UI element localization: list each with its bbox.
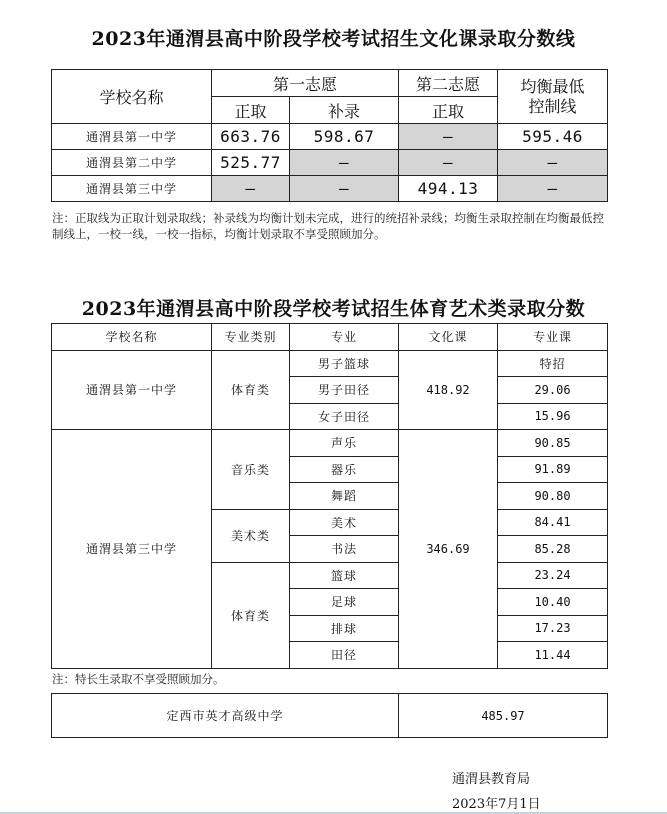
specialty-score: 85.28 xyxy=(498,536,608,563)
header-culture: 文化课 xyxy=(399,324,498,351)
culture-note: 注：正取线为正取计划录取线；补录线为均衡计划未完成，进行的统招补录线；均衡生录取控制在均衡最低控制线上，一校一线，一校一指标，均衡计划录取不享受照顾加分。 xyxy=(52,211,604,241)
school-name: 通渭县第二中学 xyxy=(52,150,212,176)
header-zhengqu: 正取 xyxy=(212,97,290,124)
table-row xyxy=(52,150,608,176)
category: 体育类 xyxy=(212,562,290,668)
major: 声乐 xyxy=(290,430,399,457)
table-row xyxy=(52,350,608,377)
culture-score: 346.69 xyxy=(399,430,498,669)
second-choice-score: — xyxy=(399,124,498,150)
balance-score: — xyxy=(498,150,608,176)
second-choice-score: — xyxy=(399,150,498,176)
signature-org: 通渭县教育局 xyxy=(452,772,531,787)
specialty-score: 91.89 xyxy=(498,456,608,483)
major: 篮球 xyxy=(290,562,399,589)
header-school: 学校名称 xyxy=(52,324,212,351)
header-school: 学校名称 xyxy=(52,70,212,124)
score: 485.97 xyxy=(399,694,608,738)
balance-score: 595.46 xyxy=(498,124,608,150)
zhengqu-score: 663.76 xyxy=(212,124,290,150)
zhengqu-score: 525.77 xyxy=(212,150,290,176)
title-culture-scores: 2023年通渭县高中阶段学校考试招生文化课录取分数线 xyxy=(91,28,576,50)
major: 舞蹈 xyxy=(290,483,399,510)
header-category: 专业类别 xyxy=(212,324,290,351)
table-row xyxy=(52,124,608,150)
header-first-choice: 第一志愿 xyxy=(212,70,399,97)
bulu-score: — xyxy=(290,176,399,202)
school-name: 通渭县第一中学 xyxy=(52,124,212,150)
specialty-score: 10.40 xyxy=(498,589,608,616)
specialty-score: 11.44 xyxy=(498,642,608,669)
specialty-score: 84.41 xyxy=(498,509,608,536)
school-name: 通渭县第一中学 xyxy=(52,350,212,430)
specialty-score: 90.80 xyxy=(498,483,608,510)
arts-sports-table xyxy=(51,323,608,669)
specialty-score: 特招 xyxy=(498,350,608,377)
zhengqu-score: — xyxy=(212,176,290,202)
header-balance-line xyxy=(498,70,608,124)
specialty-score: 29.06 xyxy=(498,377,608,404)
major: 美术 xyxy=(290,509,399,536)
category: 音乐类 xyxy=(212,430,290,510)
specialty-score: 17.23 xyxy=(498,615,608,642)
specialty-score: 90.85 xyxy=(498,430,608,457)
second-choice-score: 494.13 xyxy=(399,176,498,202)
bulu-score: — xyxy=(290,150,399,176)
specialty-score: 23.24 xyxy=(498,562,608,589)
title-arts-sports-scores: 2023年通渭县高中阶段学校考试招生体育艺术类录取分数 xyxy=(81,298,586,320)
bulu-score: 598.67 xyxy=(290,124,399,150)
specialty-score: 15.96 xyxy=(498,403,608,430)
header-bulu: 补录 xyxy=(290,97,399,124)
header-balance-text: 均衡最低控制线 xyxy=(520,76,585,116)
school-name: 通渭县第三中学 xyxy=(52,430,212,669)
header-specialty: 专业课 xyxy=(498,324,608,351)
signature-date: 2023年7月1日 xyxy=(452,797,541,812)
school-name: 通渭县第三中学 xyxy=(52,176,212,202)
balance-score: — xyxy=(498,176,608,202)
header-second-choice: 第二志愿 xyxy=(399,70,498,97)
major: 田径 xyxy=(290,642,399,669)
school-name: 定西市英才高级中学 xyxy=(52,694,399,738)
major: 器乐 xyxy=(290,456,399,483)
yingcai-table xyxy=(51,693,608,738)
category: 美术类 xyxy=(212,509,290,562)
major: 男子篮球 xyxy=(290,350,399,377)
major: 排球 xyxy=(290,615,399,642)
culture-score-table xyxy=(51,69,608,202)
table-row xyxy=(52,694,608,738)
major: 足球 xyxy=(290,589,399,616)
specialty-note: 注：特长生录取不享受照顾加分。 xyxy=(52,672,225,686)
major: 男子田径 xyxy=(290,377,399,404)
table-row xyxy=(52,176,608,202)
header-major: 专业 xyxy=(290,324,399,351)
major: 女子田径 xyxy=(290,403,399,430)
category: 体育类 xyxy=(212,350,290,430)
culture-score: 418.92 xyxy=(399,350,498,430)
major: 书法 xyxy=(290,536,399,563)
table-row xyxy=(52,430,608,457)
header-zhengqu-2: 正取 xyxy=(399,97,498,124)
